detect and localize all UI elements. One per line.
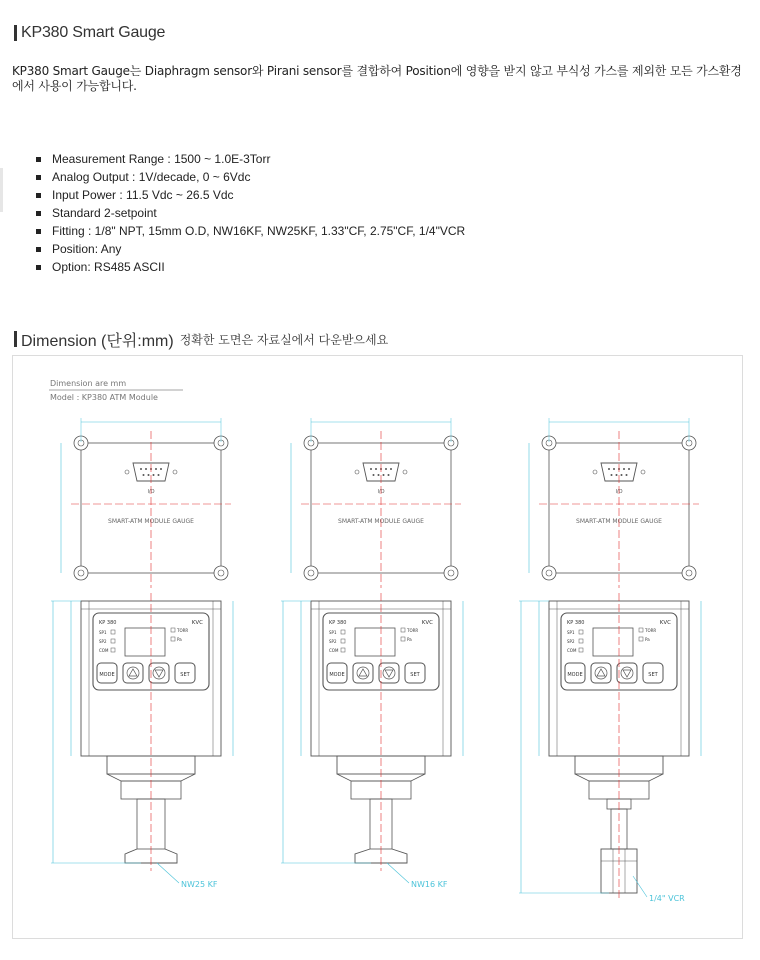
mount-hole (444, 566, 458, 580)
connector-screw (403, 470, 407, 474)
connector-pin (388, 474, 390, 476)
front-view (51, 593, 233, 889)
feature-list (36, 150, 465, 276)
connector-label: I/O (377, 489, 385, 495)
up-arrow-icon (129, 669, 137, 676)
panel-led (401, 637, 405, 641)
down-arrow-icon (385, 670, 393, 677)
connector-label: I/O (147, 489, 155, 495)
side-tab[interactable] (0, 168, 3, 212)
panel-led (579, 648, 583, 652)
connector-pin (616, 474, 618, 476)
panel-led (111, 630, 115, 634)
leader-line (157, 863, 179, 883)
panel-led-label: SP1 (329, 630, 337, 635)
product-title-block (14, 22, 165, 44)
panel-brand: KVC (659, 620, 671, 626)
mount-hole (214, 566, 228, 580)
down-arrow-icon (155, 670, 163, 677)
panel-led (579, 630, 583, 634)
button-mode-label: MODE (99, 672, 115, 678)
panel-led (401, 628, 405, 632)
gauge-view-2 (281, 418, 463, 889)
connector-pin (390, 468, 392, 470)
panel-unit-pa: Pa (407, 637, 412, 642)
connector-pin (375, 468, 377, 470)
button-set-label: SET (410, 672, 420, 678)
fitting-label: 1/4" VCR (649, 894, 685, 903)
panel-button (123, 663, 143, 683)
connector-pin (385, 468, 387, 470)
up-arrow-icon (359, 669, 367, 676)
lcd-display (593, 628, 633, 656)
dimension-drawing (12, 355, 743, 939)
panel-led (111, 648, 115, 652)
panel-button (617, 663, 637, 683)
front-view (281, 593, 463, 889)
button-set-label: SET (180, 672, 190, 678)
panel-led-label: COM (99, 648, 109, 653)
dimension-title: Dimension (단위:mm) (21, 332, 174, 350)
connector-pin (155, 468, 157, 470)
panel-led (341, 648, 345, 652)
feature-item: Position: Any (36, 240, 465, 258)
leader-line (633, 876, 647, 897)
mount-hole (682, 566, 696, 580)
top-view-label: SMART-ATM MODULE GAUGE (108, 518, 194, 525)
panel-led-label: SP2 (567, 639, 575, 644)
top-view (61, 418, 231, 588)
connector-pin (160, 468, 162, 470)
panel-button (591, 663, 611, 683)
panel-led (341, 630, 345, 634)
connector-pin (383, 474, 385, 476)
panel-led (341, 639, 345, 643)
drawing-header-line1: Dimension are mm (50, 379, 127, 388)
product-description: KP380 Smart Gauge는 Diaphragm sensor와 Pirani sensor를 결합하여 Position에 영향을 받지 않고 부식성 가스를 제외한 모든 가스환경에서 사용이 가능합니다. (12, 64, 742, 93)
panel-button (149, 663, 169, 683)
dimension-note: 정확한 도면은 자료실에서 다운받으세요 (179, 332, 389, 347)
product-title: KP380 Smart Gauge (21, 24, 166, 41)
panel-led (111, 639, 115, 643)
top-view (529, 418, 699, 588)
connector-pin (370, 468, 372, 470)
fitting-label: NW25 KF (181, 880, 218, 889)
connector-screw (173, 470, 177, 474)
panel-led-label: SP2 (99, 639, 107, 644)
panel-button (353, 663, 373, 683)
mount-hole (304, 566, 318, 580)
connector-pin (626, 474, 628, 476)
panel-brand: KVC (421, 620, 433, 626)
panel-model: KP 380 (99, 620, 117, 626)
connector-pin (140, 468, 142, 470)
panel-unit-torr: TORR (645, 628, 657, 633)
down-arrow-icon (623, 670, 631, 677)
connector-pin (143, 474, 145, 476)
connector-pin (153, 474, 155, 476)
feature-item: Analog Output : 1V/decade, 0 ~ 6Vdc (36, 168, 465, 186)
panel-led-label: COM (329, 648, 339, 653)
panel-model: KP 380 (567, 620, 585, 626)
panel-led (639, 628, 643, 632)
title-bar (14, 331, 17, 347)
panel-led-label: COM (567, 648, 577, 653)
panel-led-label: SP1 (567, 630, 575, 635)
panel-brand: KVC (191, 620, 203, 626)
connector-pin (378, 474, 380, 476)
drawing-header (49, 379, 183, 402)
mount-hole (74, 566, 88, 580)
lcd-display (125, 628, 165, 656)
up-arrow-icon (597, 669, 605, 676)
panel-model: KP 380 (329, 620, 347, 626)
gauge-view-1 (51, 418, 233, 889)
connector-screw (641, 470, 645, 474)
panel-button (379, 663, 399, 683)
mount-hole (542, 566, 556, 580)
panel-unit-pa: Pa (645, 637, 650, 642)
drawing-header-line2: Model : KP380 ATM Module (50, 393, 158, 402)
connector-screw (355, 470, 359, 474)
technical-drawing (13, 356, 742, 938)
front-view (519, 593, 701, 903)
connector-pin (613, 468, 615, 470)
panel-led (639, 637, 643, 641)
connector-pin (158, 474, 160, 476)
button-set-label: SET (648, 672, 658, 678)
gauge-view-3 (519, 418, 701, 903)
top-view (291, 418, 461, 588)
button-mode-label: MODE (567, 672, 583, 678)
title-bar (14, 25, 17, 41)
connector-pin (621, 474, 623, 476)
connector-label: I/O (615, 489, 623, 495)
feature-item: Input Power : 11.5 Vdc ~ 26.5 Vdc (36, 186, 465, 204)
connector-pin (623, 468, 625, 470)
leader-line (387, 863, 409, 883)
panel-led (171, 637, 175, 641)
connector-screw (593, 470, 597, 474)
connector-screw (125, 470, 129, 474)
connector-pin (608, 468, 610, 470)
panel-unit-pa: Pa (177, 637, 182, 642)
feature-item: Standard 2-setpoint (36, 204, 465, 222)
dimension-title-block (14, 328, 388, 350)
connector-pin (611, 474, 613, 476)
button-mode-label: MODE (329, 672, 345, 678)
panel-unit-torr: TORR (177, 628, 189, 633)
panel-led (171, 628, 175, 632)
fitting-label: NW16 KF (411, 880, 448, 889)
feature-item: Measurement Range : 1500 ~ 1.0E-3Torr (36, 150, 465, 168)
top-view-label: SMART-ATM MODULE GAUGE (576, 518, 662, 525)
connector-pin (145, 468, 147, 470)
panel-led-label: SP1 (99, 630, 107, 635)
panel-led-label: SP2 (329, 639, 337, 644)
panel-unit-torr: TORR (407, 628, 419, 633)
connector-pin (148, 474, 150, 476)
feature-item: Option: RS485 ASCII (36, 258, 465, 276)
lcd-display (355, 628, 395, 656)
panel-led (579, 639, 583, 643)
connector-pin (373, 474, 375, 476)
top-view-label: SMART-ATM MODULE GAUGE (338, 518, 424, 525)
feature-item: Fitting : 1/8" NPT, 15mm O.D, NW16KF, NW25KF, 1.33"CF, 2.75"CF, 1/4"VCR (36, 222, 465, 240)
connector-pin (628, 468, 630, 470)
